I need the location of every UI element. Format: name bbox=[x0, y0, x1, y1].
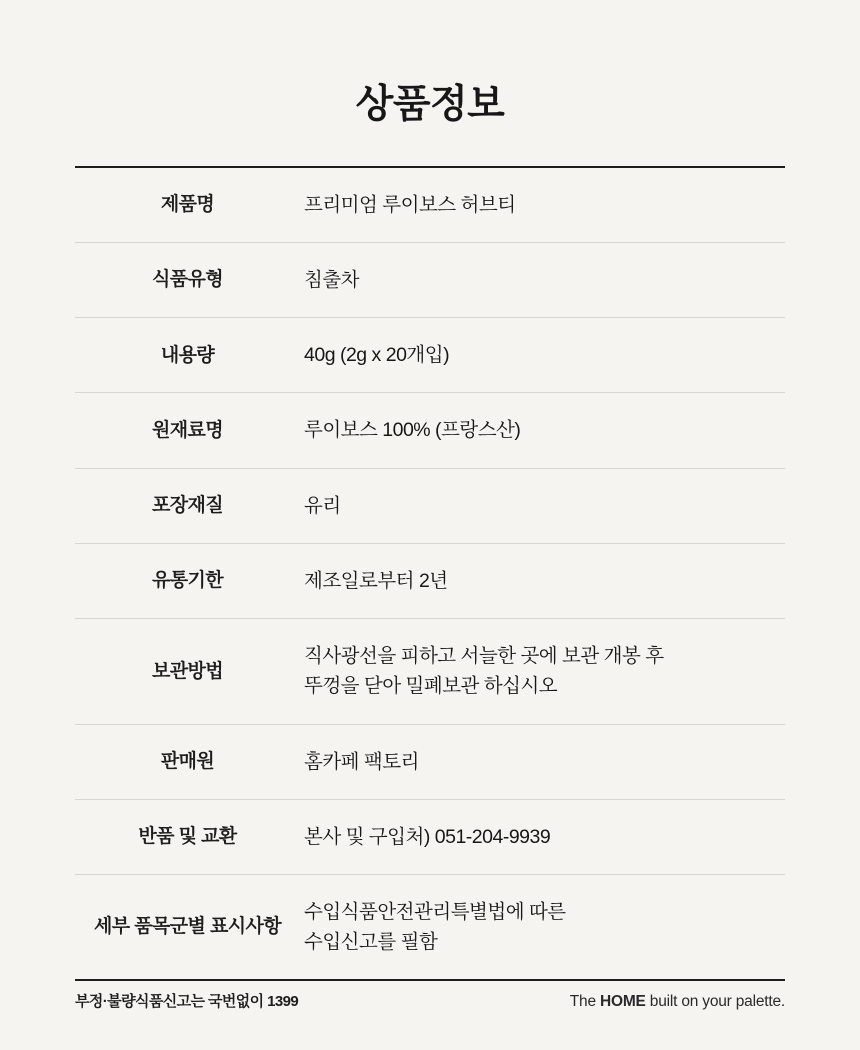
spec-label: 보관방법 bbox=[75, 619, 300, 724]
product-spec-table bbox=[75, 166, 785, 982]
spec-label: 식품유형 bbox=[75, 243, 300, 318]
table-row bbox=[75, 619, 785, 724]
spec-value-line: 유리 bbox=[304, 494, 341, 517]
spec-value bbox=[300, 468, 785, 543]
spec-value-line: 프리미엄 루이보스 허브티 bbox=[304, 193, 516, 216]
tagline-suffix: built on your palette. bbox=[645, 993, 785, 1011]
spec-label: 판매원 bbox=[75, 724, 300, 799]
spec-label: 포장재질 bbox=[75, 468, 300, 543]
spec-value bbox=[300, 619, 785, 724]
spec-value-line: 수입신고를 필함 bbox=[304, 931, 438, 954]
table-row bbox=[75, 393, 785, 468]
spec-label: 원재료명 bbox=[75, 393, 300, 468]
table-row bbox=[75, 799, 785, 874]
spec-value bbox=[300, 243, 785, 318]
spec-value-line: 40g (2g x 20개입) bbox=[304, 344, 450, 367]
food-report-notice: 부정·불량식품신고는 국번없이 1399 bbox=[75, 993, 299, 1011]
spec-label-line: 표시사항 bbox=[209, 916, 281, 938]
spec-value bbox=[300, 874, 785, 980]
spec-value-line: 루이보스 100% (프랑스산) bbox=[304, 419, 521, 442]
spec-value-line: 제조일로부터 2년 bbox=[304, 569, 448, 592]
spec-value-line: 홈카페 팩토리 bbox=[304, 750, 419, 773]
spec-value bbox=[300, 543, 785, 618]
spec-label: 내용량 bbox=[75, 318, 300, 393]
spec-label-line: 세부 품목군별 bbox=[94, 916, 206, 938]
table-row bbox=[75, 724, 785, 799]
spec-label: 반품 및 교환 bbox=[75, 799, 300, 874]
table-row bbox=[75, 468, 785, 543]
spec-value-line: 본사 및 구입처) 051-204-9939 bbox=[304, 825, 551, 848]
spec-label: 제품명 bbox=[160, 194, 215, 216]
table-row bbox=[75, 543, 785, 618]
spec-value bbox=[300, 318, 785, 393]
spec-value bbox=[300, 799, 785, 874]
footer bbox=[75, 990, 785, 1011]
spec-value-line: 직사광선을 피하고 서늘한 곳에 보관 개봉 후 bbox=[304, 645, 664, 668]
spec-label bbox=[75, 874, 300, 980]
tagline-brand: HOME bbox=[599, 993, 646, 1011]
page-title: 상품정보 bbox=[355, 83, 505, 126]
spec-value-line: 침출차 bbox=[304, 269, 360, 292]
brand-tagline bbox=[570, 993, 785, 1011]
spec-value-line: 수입식품안전관리특별법에 따른 bbox=[304, 900, 566, 923]
spec-label: 유통기한 bbox=[75, 543, 300, 618]
spec-value-line: 뚜껑을 닫아 밀폐보관 하십시오 bbox=[304, 675, 558, 698]
table-row bbox=[75, 318, 785, 393]
table-row bbox=[75, 167, 785, 243]
spec-value bbox=[300, 167, 785, 243]
tagline-prefix: The bbox=[569, 993, 600, 1011]
table-row bbox=[75, 874, 785, 980]
table-row bbox=[75, 243, 785, 318]
spec-value bbox=[300, 393, 785, 468]
spec-value bbox=[300, 724, 785, 799]
